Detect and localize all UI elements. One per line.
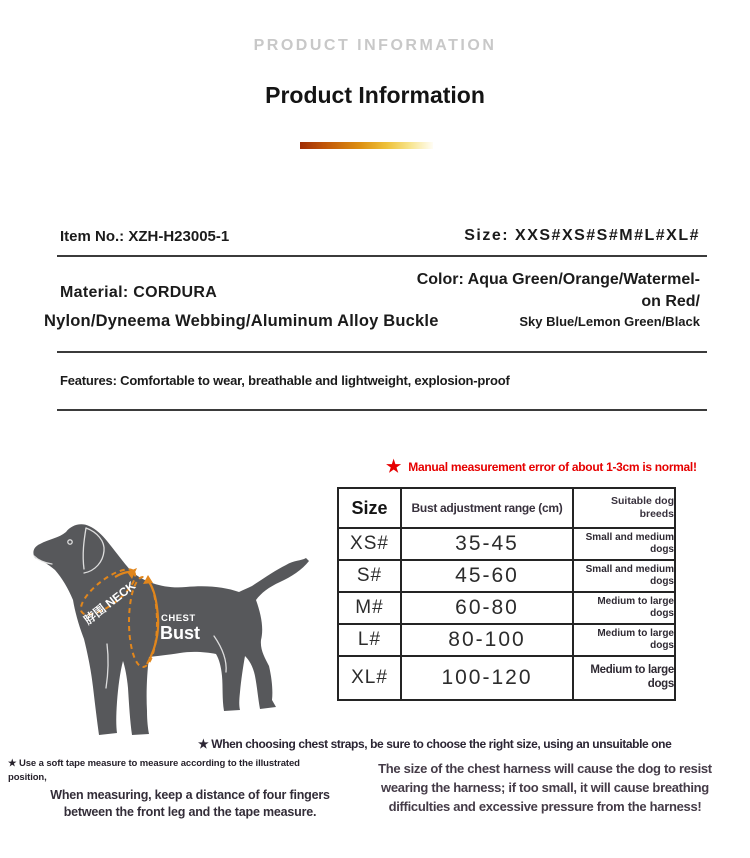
- measurement-warning-text: Manual measurement error of about 1-3cm is normal!: [408, 459, 697, 474]
- item-number: Item No.: XZH-H23005-1: [60, 228, 230, 245]
- cell-range: 35-45: [401, 528, 573, 560]
- header-range: Bust adjustment range (cm): [401, 488, 573, 528]
- tape-measure-note: [8, 757, 300, 785]
- tape-note-line-2: position,: [8, 772, 47, 783]
- bust-label: Bust: [160, 623, 200, 643]
- measuring-note-line-1: When measuring, keep a distance of four fingers: [50, 788, 330, 802]
- table-row: [338, 592, 675, 624]
- cell-range: 45-60: [401, 560, 573, 592]
- divider: [57, 351, 707, 353]
- material-line-2: Nylon/Dyneema Webbing/Aluminum Alloy Buckle: [44, 312, 439, 330]
- accent-gradient-bar: [300, 142, 433, 149]
- tape-note-line-1: ★ Use a soft tape measure to measure according to the illustrated: [8, 758, 300, 769]
- cell-breeds: Medium to large dogs: [573, 624, 675, 656]
- size-warning-line-2: wearing the harness; if too small, it will cause breathing: [381, 780, 709, 795]
- cell-range: 60-80: [401, 592, 573, 624]
- table-row: [338, 560, 675, 592]
- cell-size: S#: [338, 560, 401, 592]
- size-warning-line-1: The size of the chest harness will cause the dog to resist: [378, 761, 712, 776]
- cell-range: 80-100: [401, 624, 573, 656]
- table-row: [338, 656, 675, 700]
- features-line: Features: Comfortable to wear, breathable and lightweight, explosion-proof: [60, 373, 510, 388]
- cell-size: XS#: [338, 528, 401, 560]
- header-breeds: Suitable dog breeds: [573, 488, 675, 528]
- size-warning-line-3: difficulties and excessive pressure from the harness!: [388, 799, 702, 814]
- measurement-warning: [386, 458, 697, 475]
- color-line-1: Color: Aqua Green/Orange/Watermel-: [416, 271, 700, 288]
- dog-measurement-diagram: [18, 492, 340, 748]
- page-title: Product Information: [265, 82, 485, 108]
- measuring-note-line-2: between the front leg and the tape measure.: [63, 805, 317, 819]
- measuring-note: [30, 787, 350, 821]
- size-chart-table: [337, 487, 676, 701]
- cell-size: M#: [338, 592, 401, 624]
- choosing-size-note: ★ When choosing chest straps, be sure to choose the right size, using an unsuitable one: [198, 737, 672, 751]
- cell-size: XL#: [338, 656, 401, 700]
- watermark-title: PRODUCT INFORMATION: [253, 37, 497, 54]
- table-row: [338, 624, 675, 656]
- cell-breeds: Medium to large dogs: [573, 592, 675, 624]
- star-icon: ★: [386, 457, 402, 476]
- neck-label: 脖围 NECK: [81, 578, 139, 628]
- cell-size: L#: [338, 624, 401, 656]
- size-warning-paragraph: [340, 759, 750, 816]
- divider: [57, 255, 707, 257]
- cell-breeds: Medium to large dogs: [573, 656, 675, 700]
- table-header-row: [338, 488, 675, 528]
- size-options: Size: XXS#XS#S#M#L#XL#: [464, 227, 700, 244]
- divider: [57, 409, 707, 411]
- header-size: Size: [338, 488, 401, 528]
- chest-arrowhead: [143, 575, 153, 584]
- color-line-2: on Red/: [641, 293, 700, 310]
- dog-silhouette-svg: [18, 492, 340, 748]
- cell-breeds: Small and medium dogs: [573, 528, 675, 560]
- cell-range: 100-120: [401, 656, 573, 700]
- chest-label: CHEST: [161, 613, 196, 624]
- table-row: [338, 528, 675, 560]
- material-line-1: Material: CORDURA: [60, 284, 218, 301]
- color-line-3: Sky Blue/Lemon Green/Black: [519, 314, 700, 329]
- cell-breeds: Small and medium dogs: [573, 560, 675, 592]
